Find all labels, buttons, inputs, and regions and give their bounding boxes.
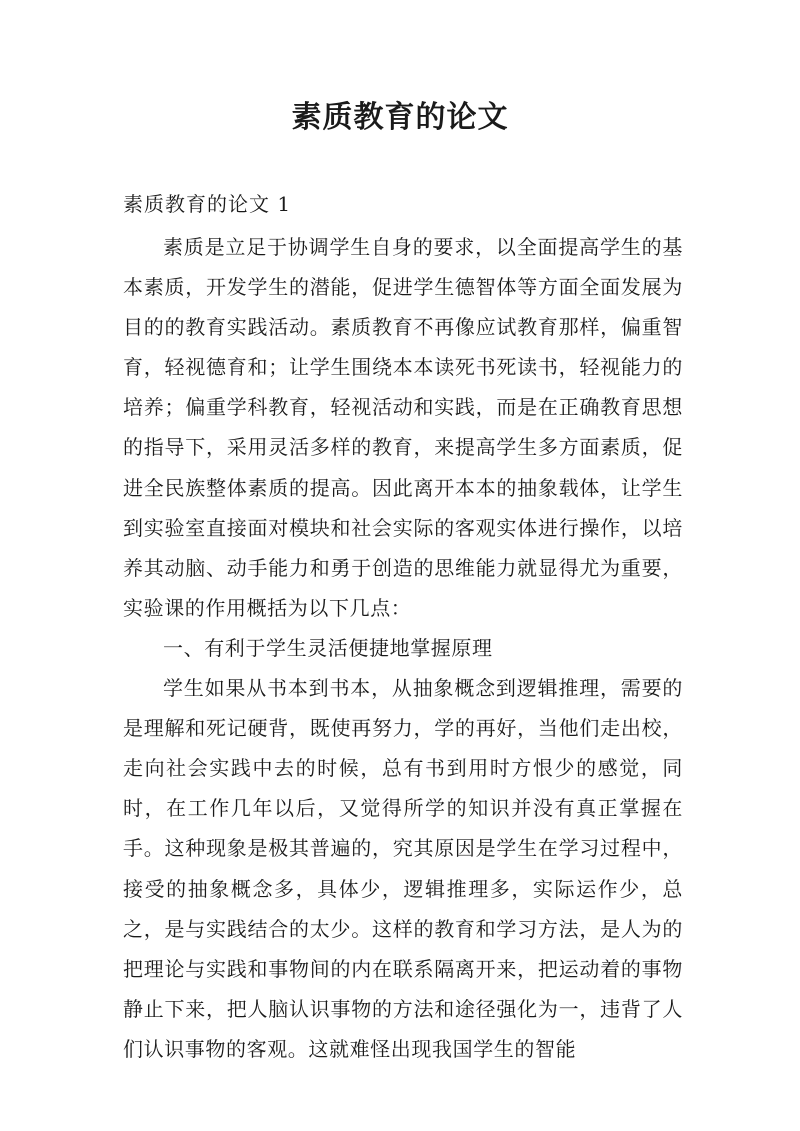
document-subtitle: 素质教育的论文 1 <box>123 192 292 216</box>
document-title: 素质教育的论文 <box>291 100 509 135</box>
document-body <box>123 227 683 1069</box>
paragraph-section-one: 学生如果从书本到书本，从抽象概念到逻辑推理，需要的是理解和死记硬背，既使再努力，学的再好，当他们走出校，走向社会实践中去的时候，总有书到用时方恨少的感觉，同时，在工作几年以后，又觉得所学的知识并没有真正掌握在手。这种现象是极其普遍的，究其原因是学生在学习过程中，接受的抽象概念多，具体少，逻辑推理多，实际运作少，总之，是与实践结合的太少。这样的教育和学习方法，是人为的把理论与实践和事物间的内在联系隔离开来，把运动着的事物静止下来，把人脑认识事物的方法和途径强化为一，违背了人们认识事物的客观。这就难怪出现我国学生的智能 <box>123 676 683 1061</box>
section-heading: 一、有利于学生灵活便捷地掌握原理 <box>163 635 493 660</box>
paragraph-intro: 素质是立足于协调学生自身的要求，以全面提高学生的基本素质，开发学生的潜能，促进学生德智体等方面全面发展为目的的教育实践活动。素质教育不再像应试教育那样，偏重智育，轻视德育和；让学生围绕本本读死书死读书，轻视能力的培养；偏重学科教育，轻视活动和实践，而是在正确教育思想的指导下，采用灵活多样的教育，来提高学生多方面素质，促进全民族整体素质的提高。因此离开本本的抽象载体，让学生到实验室直接面对模块和社会实际的客观实体进行操作，以培养其动脑、动手能力和勇于创造的思维能力就显得尤为重要，实验课的作用概括为以下几点： <box>123 235 683 620</box>
